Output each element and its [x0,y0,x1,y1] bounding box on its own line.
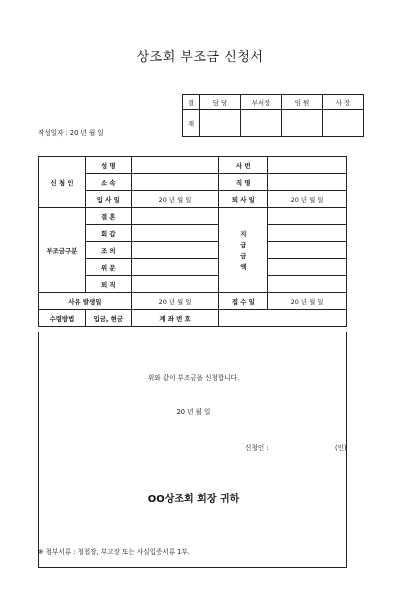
category-condolence-field[interactable] [131,242,219,259]
approval-sign-executive[interactable] [282,110,323,137]
name-field[interactable] [131,157,219,174]
amount-field-5[interactable] [268,276,347,293]
position-label: 직 명 [219,174,268,191]
declaration-statement: 위와 같이 부조금을 신청합니다. [147,374,240,382]
employee-number-field[interactable] [268,157,347,174]
applicant-label: 신 청 인 [39,157,86,208]
page-title: 상조회 부조금 신청서 [136,50,264,65]
approval-sign-president[interactable] [323,110,364,137]
receipt-date-label: 접 수 일 [219,293,268,310]
amount-field-4[interactable] [268,259,347,276]
approval-table [182,94,364,137]
amount-label-char-4: 액 [240,263,247,271]
amount-field-1[interactable] [268,208,347,225]
department-label: 소 속 [85,174,131,191]
amount-label-char-3: 금 [240,252,247,260]
account-number-field[interactable] [219,310,347,327]
attachment-note: ※ 첨부서류 : 청첩장, 부고장 또는 사실입증서류 1부. [38,548,190,556]
category-60th-birthday: 회 갑 [85,225,131,242]
receive-method-value[interactable]: 입금, 현금 [85,310,131,327]
receive-method-label: 수령방법 [39,310,86,327]
event-date-field[interactable]: 20 년 월 일 [131,293,219,310]
approval-sign-manager[interactable] [200,110,241,137]
approval-side-label-bottom: 재 [183,110,200,137]
category-condolence: 조 의 [85,242,131,259]
amount-label [219,208,268,293]
category-retirement: 퇴 직 [85,276,131,293]
declaration-date: 20 년 월 일 [176,408,211,416]
approval-header-executive: 임 원 [282,95,323,110]
amount-field-3[interactable] [268,242,347,259]
amount-label-char-1: 지 [240,230,247,238]
approval-header-dept-head: 부서장 [241,95,282,110]
application-form-table [38,156,347,327]
category-label: 부조금구분 [39,208,86,293]
approval-header-president: 사 장 [323,95,364,110]
approval-header-manager: 담 당 [200,95,241,110]
account-number-label: 계 좌 번 호 [131,310,219,327]
written-date: 작성일자 : 20 년 월 일 [38,129,104,137]
approval-sign-dept-head[interactable] [241,110,282,137]
leave-date-label: 퇴 사 일 [219,191,268,208]
approval-side-label-top: 결 [183,95,200,110]
event-date-label: 사유 발생일 [39,293,132,310]
addressee: OO상조회 회장 귀하 [147,494,240,505]
join-date-field[interactable]: 20 년 월 일 [131,191,219,208]
category-retirement-field[interactable] [131,276,219,293]
declaration-applicant-label: 신청인 : [245,444,269,452]
join-date-label: 입 사 일 [85,191,131,208]
category-wedding: 결 혼 [85,208,131,225]
leave-date-field[interactable]: 20 년 월 일 [268,191,347,208]
category-wedding-field[interactable] [131,208,219,225]
position-field[interactable] [268,174,347,191]
amount-label-char-2: 급 [240,241,247,249]
category-consolation: 위 문 [85,259,131,276]
category-consolation-field[interactable] [131,259,219,276]
department-field[interactable] [131,174,219,191]
seal-mark: (인) [335,444,347,452]
category-60th-birthday-field[interactable] [131,225,219,242]
receipt-date-field[interactable]: 20 년 월 일 [268,293,347,310]
amount-field-2[interactable] [268,225,347,242]
employee-number-label: 사 번 [219,157,268,174]
name-label: 성 명 [85,157,131,174]
declaration-box [38,332,347,568]
